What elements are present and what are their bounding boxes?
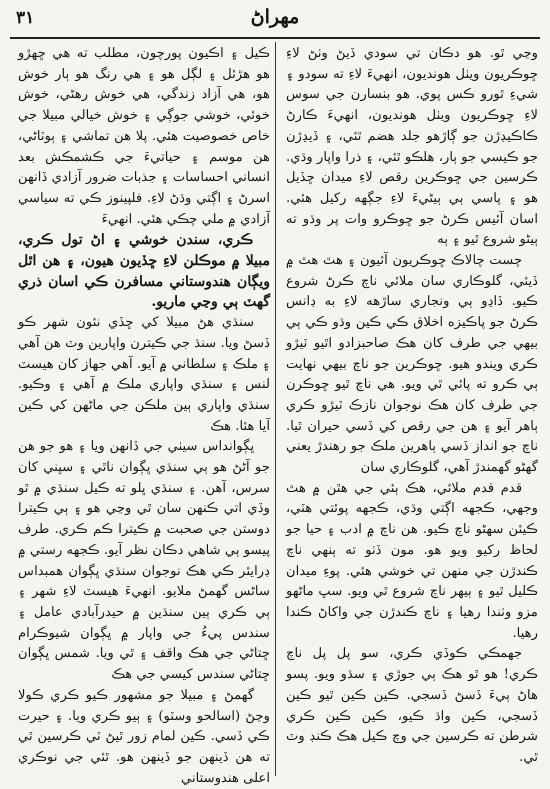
right-column [286,44,538,776]
paragraph: سنڌي هڻ مبيلا کي ڇڏي نئون شهر ڪو ڏسڻ ويا. سنڌ جي ڪيترن واپارين وٽ هن آهي ۽ ملڪ ۽ سلطاني ۾ آيو. آهي جهاز کان هيسٽ لنس ۽ سنڌي واپاري ملڪ ۾ آهي ۽ وڪيو. سنڌي واپاري ٻين ملڪن جي ماڻهن کي ڪين آيا هئا. هڪ [18,315,270,434]
page-number: ٣١ [16,8,35,28]
paragraph: قدم قدم ملائي، هڪ ٻئي جي هٿن ۾ هٿ وجهي، ڪجهه اڳتي وڌي، ڪجهه پوئتي هٽي، ڪيئن سهڻو ناچ ڪيو. هن ناچ ۾ ادب ۽ حيا جو لحاظ رکيو ويو هو. مون ڏٺو ته ٻنهي ناچ ڪندڙن جي منهن تي خوشي هئي. پوءِ ميدان ڪليل ٿيو ۽ ٻيهر ناچ شروع ٿي ويو. سڀ ماڻهو مزو وٺندا رهيا ۽ ناچ ڪندڙن جي واکاڻ ڪندا رهيا. [286,480,538,641]
header-rule [10,37,540,39]
paragraph: وڃي ٿو. هو دڪان تي سودي ڏيڻ وٺڻ لاءِ ڇوڪريون ويٺل هونديون، انهيءَ لاءِ ته سودو ۽ شيءِ ٿورو ڪس پوي. هو بنسارن جي سوس لاءِ ڇوڪريون ويٺل هونديون، انهيءَ ڪارڻ ڪاڪيڊڙن جو ڳاڙهو جلد هضم ٿئي، ۽ ڏيڍڙن جو ڪيسي جو ٻار، هلڪو ٿئي، ۽ ذرا واپار وڌي. ڪرسين جي ڇوڪرين رقص لاءِ ميدان ڇڏيل هو ۽ پاسي ٻي ٻيڻيءَ لاءِ جڳهه رکيل هئي. اسان آئيس ڪرڻ جو ڇوڪرو وات پر وڌو ته ٻيڻو شروع ٿيو ۽ ٻه [286,46,538,248]
paragraph: چست چالاڪ ڇوڪريون آئيون ۽ هٿ هٿ ۾ ڏيئي، گلوڪاري سان ملائي ناچ ڪرڻ شروع ڪيو. ڏاڍو ٻي ونجاري ساڙهه لاءِ به ڊانس ڪرڻ جو پاڪيزه اخلاق ڪي ڪين وڌو ڪي ٻي بيهي جي طرف کان هڪ صاحبزادو اٿيو ٽيڙو ڪري ويندو هيو. ڇوڪرين جو ناچ بيهي نهايت ٻي ڪرو ته پائي ٿي ويو. هي ناچ ٿيو ڇوڪرن جي طرف کان هڪ نوجوان نازڪ ٽيڙو ڪري ٻاهر آيو ۽ هن جي رقص کي ڏسي حيران ٿيا. ناچ جو انداز ڏسي ٻاهرين ملڪ جو رهندڙ يعني گهڻو گهمندڙ آهي، گلوڪاري سان [286,253,538,476]
bold-paragraph: ڪري، سندن خوشي ۽ اڻ تول ڪري، مبيلا ۾ موڪلن لاءِ ڇڏيون هيون، ۽ هن اٿل ويڳان هندوستاني مسافرن ڪي اسان ذري گهٽ ٻي وڃي ماريو. [18,232,270,311]
left-column [18,44,270,786]
paragraph: گهمڻ ۽ مبيلا جو مشهور ڪيو ڪري ڪولا وڃڻ (اسالحو وسٽو) ۽ ٻيو ڪري ويا. ۽ حيرت ڪي ڏسي. ڪين لمام زور ٿيڻ ٽي ڪرسين ٿي ته هن ڏينهن جو ڏينهن هو. ٿئي جي نوڪري اعلى هندوستاني [18,687,270,786]
running-title: مهراڻ [250,6,300,28]
paragraph: ڪيل ۽ اڪيون پورچون، مطلب ته هي ڇهڙو هو هڙئل ۽ لڳل هو ۽ هي رنگ هو ٻار خوش هو، هي آزاد زندگي، هي خوش رهڻي، خوش خوئي، خوشي جوڳي ۽ خوش خيالي مبيلا جي خاص خصوصيت هئي. پلا هن تماشي ۽ ٻوٽاڻي، هن موسم ۽ حياتيءَ جي ڪشمڪش بعد انساني احساسات ۽ جذبات ضرور آزادي ڏانهن اسرڻ ۽ اڳتي وڌڻ لاءِ. فلپينوز ڪي ته سياسي آزادي ۾ ملي چڪي هئي. انهيءَ [18,46,270,227]
page-header [14,6,536,32]
paragraph: جهمڪي ڪوڏي ڪري، سو پل پل ناچ ڪري! هو ٿو هڪ ٻي جوڙي ۽ سڌو ويو. پسو هاڻ ٻيءَ ڏسڻ ڏسجي. ڪين ڪين ٿيو ڪين ڏسجي، ڪين واڌ ڪيو، ڪين ڪين ڪري شرطن ته ڪرسين جي وچ ڪيل هڪ ڪنڊ وٽ ٿي. [286,646,538,765]
paragraph: ڀڳوانداس سيٺي جي ڏانهن ويا ۽ هو جو هن جو آڻڻ هو ٻي سنڌي ڀڳوان ناٿي ۽ سڀني کان سرس، آهن. ۽ سنڌي ڀلو ته ڪيل سنڌي ۾ ٿو وڏي اتي ڪنهن سان ٿي وڃي هو ۽ ٻي ڪيترا دوستن جي صحبت ۾ ڪيترا ڪم ڪري. طرف پيسو ٻي شاهي دڪان نظر آيو. ڪجهه رستي ۾ ڊرايئر ڪي هڪ نوجوان سنڌي ڀڳوان همبداس ساڻس گهمڻ ملايو. انهيءَ هيسٽ لاءِ شهر ۽ ٻي ڪري ٻين سنڌين ۾ حيدرآبادي عامل ۽ سندس پيءُ جي واپار ۾ ڀڳوان شيوڪرام ڇتاڻي جي هڪ واقف ۽ ٿي ويا. شمس ڀڳوان ڇتاڻي سندس کيسي جي هڪ [18,439,270,683]
column-separator [275,42,276,776]
